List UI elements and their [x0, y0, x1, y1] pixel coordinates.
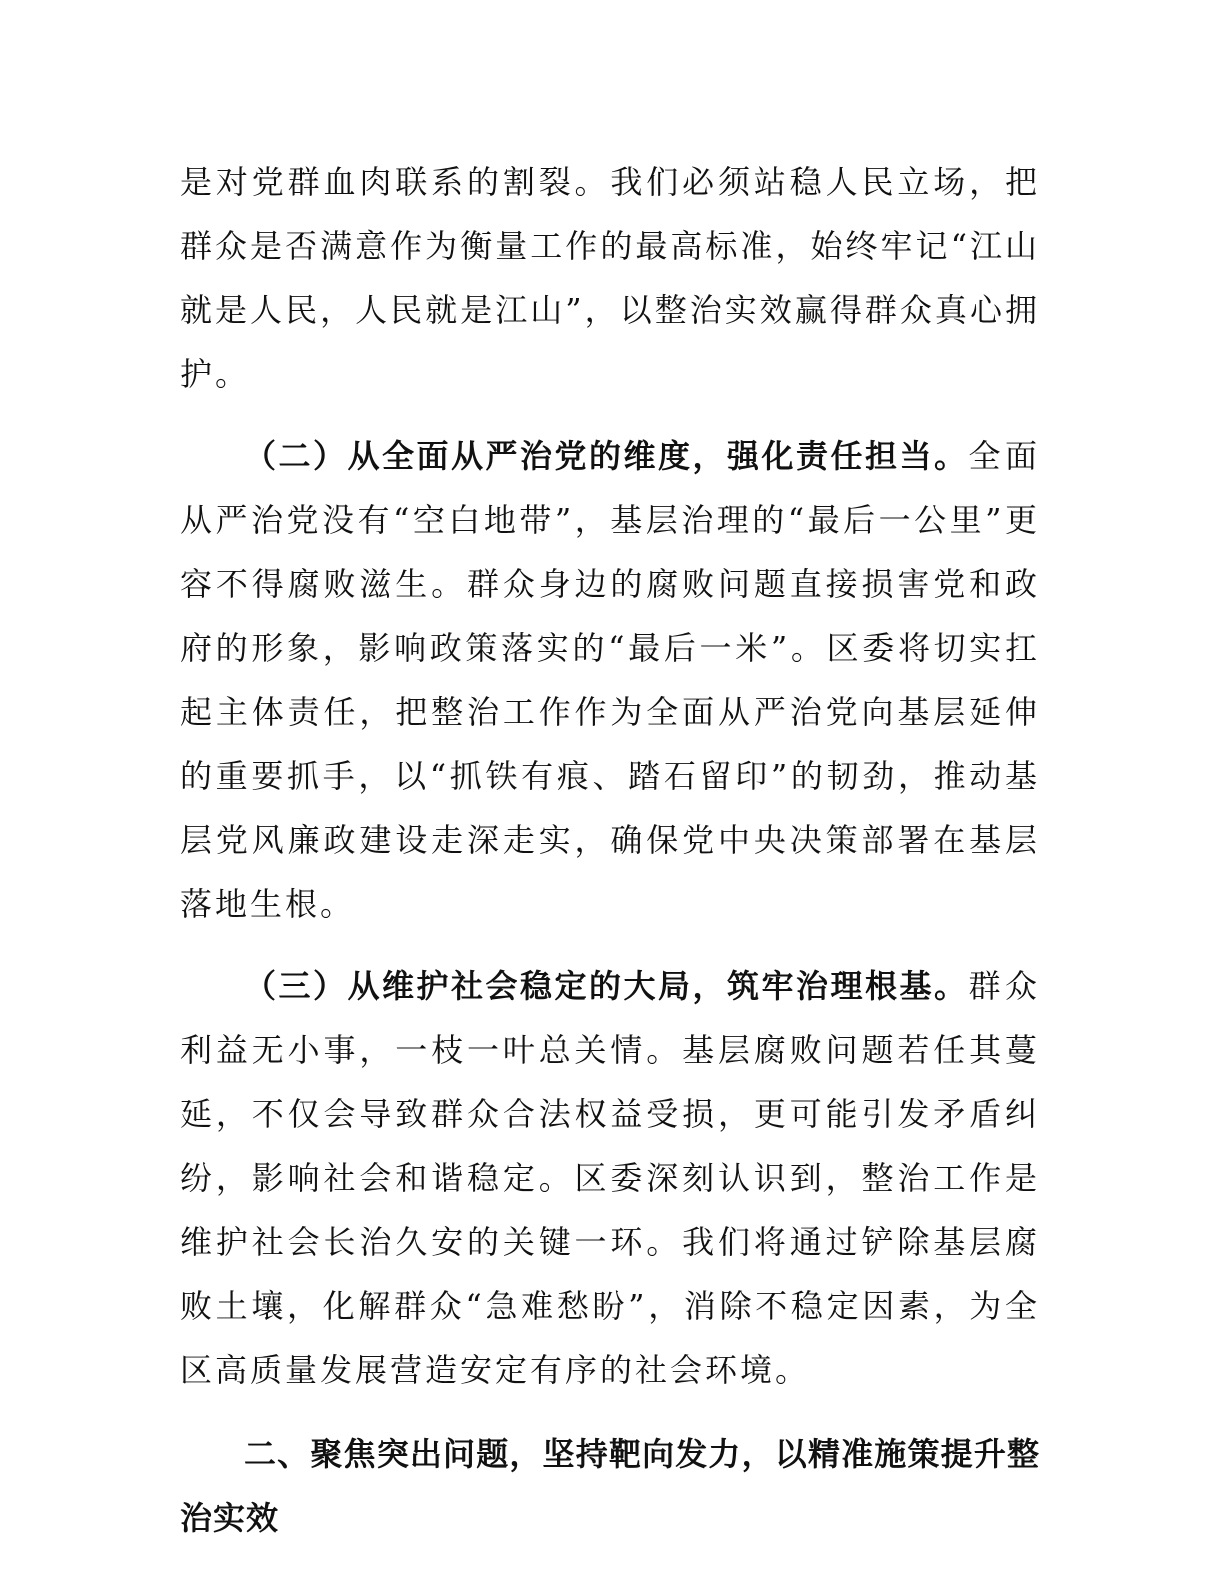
section-3-paragraph [180, 954, 1040, 1402]
section-2-body: 全面从严治党没有“空白地带”，基层治理的“最后一公里”更容不得腐败滋生。群众身边的腐败问题直接损害党和政府的形象，影响政策落实的“最后一米”。区委将切实扛起主体责任，把整治工作作为全面从严治党向基层延伸的重要抓手，以“抓铁有痕、踏石留印”的韧劲，推动基层党风廉政建设走深走实，确保党中央决策部署在基层落地生根。 [180, 437, 1040, 923]
section-2-paragraph [180, 424, 1040, 936]
section-3-title: （三）从维护社会稳定的大局，筑牢治理根基。 [244, 967, 969, 1005]
paragraph-1: 是对党群血肉联系的割裂。我们必须站稳人民立场，把群众是否满意作为衡量工作的最高标准，始终牢记“江山就是人民，人民就是江山”，以整治实效赢得群众真心拥护。 [180, 163, 1040, 393]
chapter-2-heading: 二、聚焦突出问题，坚持靶向发力，以精准施策提升整治实效 [180, 1435, 1040, 1537]
document-page [180, 150, 1040, 1550]
section-2-title: （二）从全面从严治党的维度，强化责任担当。 [244, 437, 969, 475]
section-3-body: 群众利益无小事，一枝一叶总关情。基层腐败问题若任其蔓延，不仅会导致群众合法权益受损，更可能引发矛盾纠纷，影响社会和谐稳定。区委深刻认识到，整治工作是维护社会长治久安的关键一环。我们将通过铲除基层腐败土壤，化解群众“急难愁盼”，消除不稳定因素，为全区高质量发展营造安定有序的社会环境。 [180, 967, 1040, 1389]
